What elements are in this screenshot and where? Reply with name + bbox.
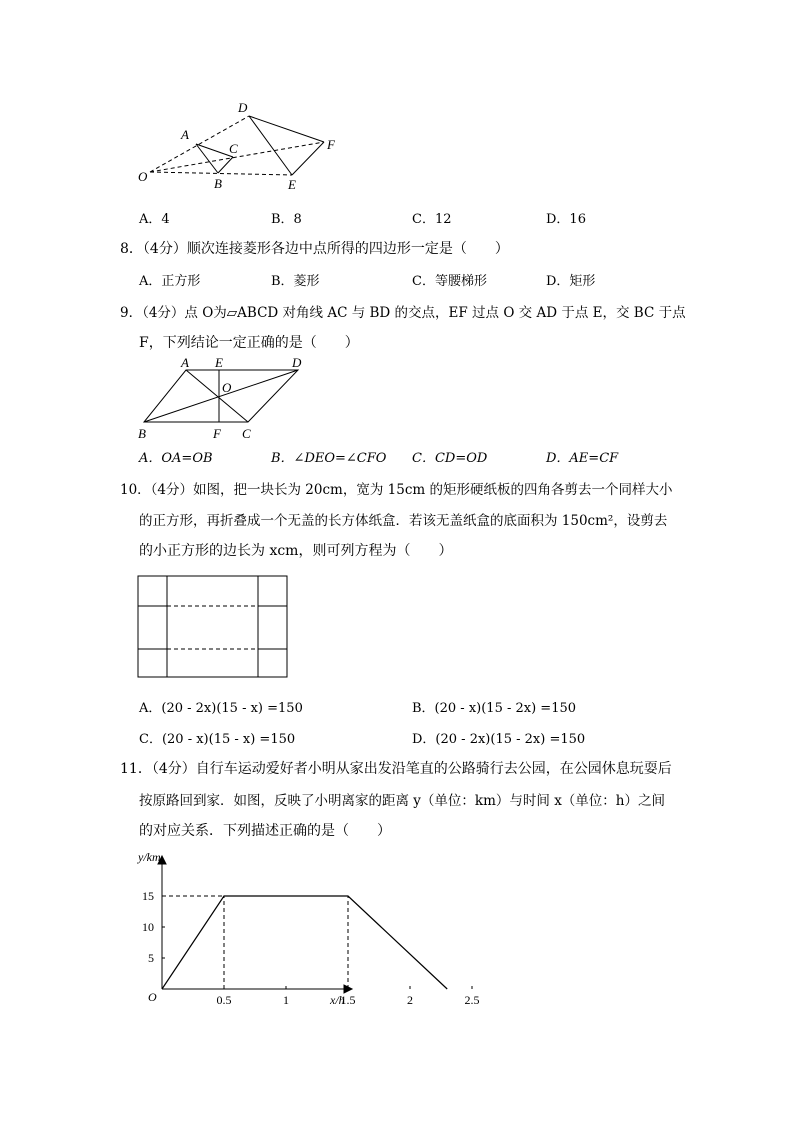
q8-option-c[interactable]: C．等腰梯形 xyxy=(412,274,487,289)
q10-stem-line-1: 10．（4分）如图，把一块长为 20cm，宽为 15cm 的矩形硬纸板的四角各剪去一个同样大小 xyxy=(120,482,673,498)
q11-stem-line-2: 按原路回到家．如图，反映了小明离家的距离 y（单位：km）与时间 x（单位：h）之间 xyxy=(139,793,665,809)
q8-option-d[interactable]: D．矩形 xyxy=(546,274,596,289)
q10-stem-line-2: 的正方形，再折叠成一个无盖的长方体纸盒．若该无盖纸盒的底面积为 150cm²，设剪去 xyxy=(139,513,668,529)
q7-option-d[interactable]: D．16 xyxy=(546,212,586,227)
q10-option-c[interactable]: C．(20 - x)(15 - x) =150 xyxy=(139,732,296,747)
y-tick-label: 15 xyxy=(142,889,154,903)
q7-option-a[interactable]: A．4 xyxy=(139,212,170,227)
y-tick-label: 5 xyxy=(148,951,154,965)
q10-option-d[interactable]: D．(20 - 2x)(15 - 2x) =150 xyxy=(412,732,586,747)
q8-option-a[interactable]: A．正方形 xyxy=(139,274,201,289)
q9-option-a[interactable]: A．OA=OB xyxy=(139,451,213,466)
q7-line-DF xyxy=(249,116,324,142)
q9-label-A: A xyxy=(181,355,189,370)
q11-stem-line-1: 11．（4分）自行车运动爱好者小明从家出发沿笔直的公路骑行去公园，在公园休息玩耍后 xyxy=(120,761,672,777)
q7-option-c[interactable]: C．12 xyxy=(412,212,452,227)
q10-stem-line-3: 的小正方形的边长为 xcm，则可列方程为（ ） xyxy=(139,543,453,559)
q7-label-A: A xyxy=(181,127,189,142)
q9-label-E: E xyxy=(215,355,223,370)
q9-label-O: O xyxy=(222,380,232,395)
q7-label-E: E xyxy=(288,177,296,192)
q9-diagonal-AC xyxy=(186,370,248,422)
q9-label-F: F xyxy=(213,426,221,441)
q9-stem-line-1: 9．（4分）点 O为▱ABCD 对角线 AC 与 BD 的交点，EF 过点 O 交 AD 于点 E，交 BC 于点 xyxy=(120,305,686,321)
q9-stem-line-2: F，下列结论一定正确的是（ ） xyxy=(139,335,359,351)
q8-stem: 8．（4分）顺次连接菱形各边中点所得的四边形一定是（ ） xyxy=(120,241,509,257)
x-axis-label: x/h xyxy=(330,993,345,1007)
q9-diagonal-BD xyxy=(144,370,298,422)
q10-option-b[interactable]: B．(20 - x)(15 - 2x) =150 xyxy=(412,701,577,716)
q9-option-d[interactable]: D．AE=CF xyxy=(546,451,619,466)
q8-option-b[interactable]: B．菱形 xyxy=(271,274,320,289)
x-tick-label: 0.5 xyxy=(216,993,232,1007)
x-tick-label: 2 xyxy=(407,993,413,1007)
q9-parallelogram-figure xyxy=(134,352,314,444)
q11-stem-line-3: 的对应关系．下列描述正确的是（ ） xyxy=(139,823,391,839)
q7-label-O: O xyxy=(138,169,148,184)
q10-option-a[interactable]: A．(20 - 2x)(15 - x) =150 xyxy=(139,701,303,716)
origin-label: O xyxy=(148,990,157,1004)
q7-label-F: F xyxy=(327,137,335,152)
q9-option-b[interactable]: B．∠DEO=∠CFO xyxy=(271,451,387,466)
q9-label-C: C xyxy=(242,426,251,441)
x-tick-label: 1.5 xyxy=(340,993,356,1007)
q9-option-c[interactable]: C．CD=OD xyxy=(412,451,488,466)
q10-outer-rectangle xyxy=(138,576,287,677)
q7-label-D: D xyxy=(238,100,248,115)
q9-label-B: B xyxy=(138,426,146,441)
y-tick-label: 10 xyxy=(142,920,154,934)
q7-line-DE xyxy=(249,116,292,175)
q7-label-C: C xyxy=(229,141,238,156)
x-tick-label: 2.5 xyxy=(464,993,480,1007)
y-axis-label: y/km xyxy=(138,850,161,864)
q7-option-b[interactable]: B．8 xyxy=(271,212,302,227)
q11-distance-time-chart xyxy=(134,846,480,1016)
q10-cardboard-figure xyxy=(136,574,290,680)
q7-label-B: B xyxy=(214,176,222,191)
q7-figure xyxy=(130,96,350,196)
q7-dash-OE xyxy=(150,172,292,175)
series-line-distance xyxy=(162,896,447,989)
x-tick-label: 1 xyxy=(283,993,289,1007)
q9-label-D: D xyxy=(292,355,302,370)
